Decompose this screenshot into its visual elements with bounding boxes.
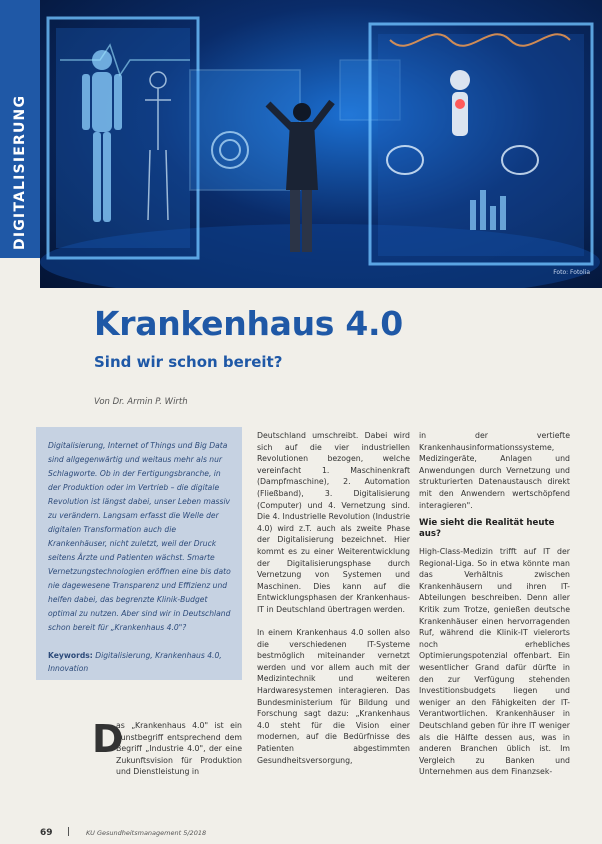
body-column-1 <box>92 717 242 778</box>
section-heading: Wie sieht die Realität heute aus? <box>419 518 555 539</box>
body-column-1-text: as „Krankenhaus 4.0" ist ein Kunstbegriff entsprechend dem Begriff „Industrie 4.0", der eine Zukunftsvision für Produktion und Dienstleistung in <box>116 721 242 777</box>
image-credit: Foto: Fotolia <box>553 269 590 276</box>
journal-name: KU Gesundheitsmanagement 5/2018 <box>86 829 207 837</box>
keywords-list: Digitalisierung, Krankenhaus 4.0, Innovation <box>48 651 222 673</box>
article-title: Krankenhaus 4.0 <box>94 304 403 343</box>
folio-divider <box>68 827 69 836</box>
keywords <box>48 649 234 675</box>
section-label: DIGITALISIERUNG <box>12 94 28 250</box>
article-subtitle: Sind wir schon bereit? <box>94 353 283 371</box>
author-line: Von Dr. Armin P. Wirth <box>94 397 188 407</box>
hero-image <box>40 0 602 288</box>
keywords-label: Keywords: <box>48 651 93 660</box>
body-column-2: Deutschland umschreibt. Dabei wird sich auf die vier industriellen Revolutionen bezogen, welche vereinfacht 1. Maschinenkraft (Dampfmaschine), 2. Automation (Fließband), 3. Digitalisierung (Computer) und 4. Vernetzung sind. Die 4. Industrielle Revolution (Industrie 4.0) wird z.T. auch als zweite Phase der Digitalisierung bezeichnet. Hier kommt es zu einer Weiterentwicklung der Digitalisierungsphase durch Vernetzung von Systemen und Maschinen. Dies kann auf die Entwicklungsphasen der Krankenhaus-IT in Deutschland übertragen werden. In einem Krankenhaus 4.0 sollen also die verschiedenen IT-Systeme bestmöglich miteinander vernetzt werden und vor allem auch mit der Medizintechnik und weiteren Hardwaresystemen interagieren. Das Bundesministerium für Bildung und Forschung sagt dazu: „Krankenhaus 4.0 steht für die Vision einer modernen, auf die Bedürfnisse des Patienten abgestimmten Gesundheitsversorgung, <box>257 431 410 765</box>
body-column-3-bottom: High-Class-Medizin trifft auf IT der Regional-Liga. So in etwa könnte man das Verhältnis zwischen Krankenhäusern und ihren IT-Abteilungen beschreiben. Denn aller Kritik zum Trotze, genießen deutsche Krankenhäuser einen hervorragenden Ruf, während die Klinik-IT vielerorts noch erhebliches Optimierungspotenzial offenbart. Ein wesentlicher Grand dafür dürfte in den zur Verfügung stehenden Investitionsbudgets liegen und weniger an den Fähigkeiten der IT-Verantwortlichen. Krankenhäuser in Deutschland geben für ihre IT weniger als die Hälfte dessen aus, was in anderen Branchen üblich ist. Im Vergleich zu Banken und Unternehmen aus dem Finanzsek- <box>419 547 570 777</box>
page-number: 69 <box>40 828 53 838</box>
drop-cap: D <box>92 717 124 761</box>
abstract-box <box>36 427 242 680</box>
body-column-3-top: in der vertiefte Krankenhausinformationssysteme, Medizingeräte, Anlagen und Anwendungen durch Vernetzung und strukturierten Datenaustausch direkt mit den Anwendern wertschöpfend interagieren". <box>419 431 570 510</box>
abstract-text: Digitalisierung, Internet of Things und Big Data sind allgegenwärtig und weitaus mehr als nur Schlagworte. Ob in der Fertigungsbranche, in der Produktion oder im Vertrieb – die digitale Revolution ist längst dabei, unser Leben massiv zu verändern. Langsam erfasst die Welle der digitalen Transformation auch die Krankenhäuser, nicht zuletzt, weil der Druck seitens Ärzte und Patienten wächst. Smarte Vernetzungstechnologien eröffnen eine bis dato nie dagewesene Transparenz und Effizienz und helfen dabei, das begrenzte Klinik-Budget optimal zu nutzen. Aber sind wir in Deutschland schon bereit für „Krankenhaus 4.0"? <box>48 441 231 632</box>
hero-illustration <box>40 0 602 288</box>
